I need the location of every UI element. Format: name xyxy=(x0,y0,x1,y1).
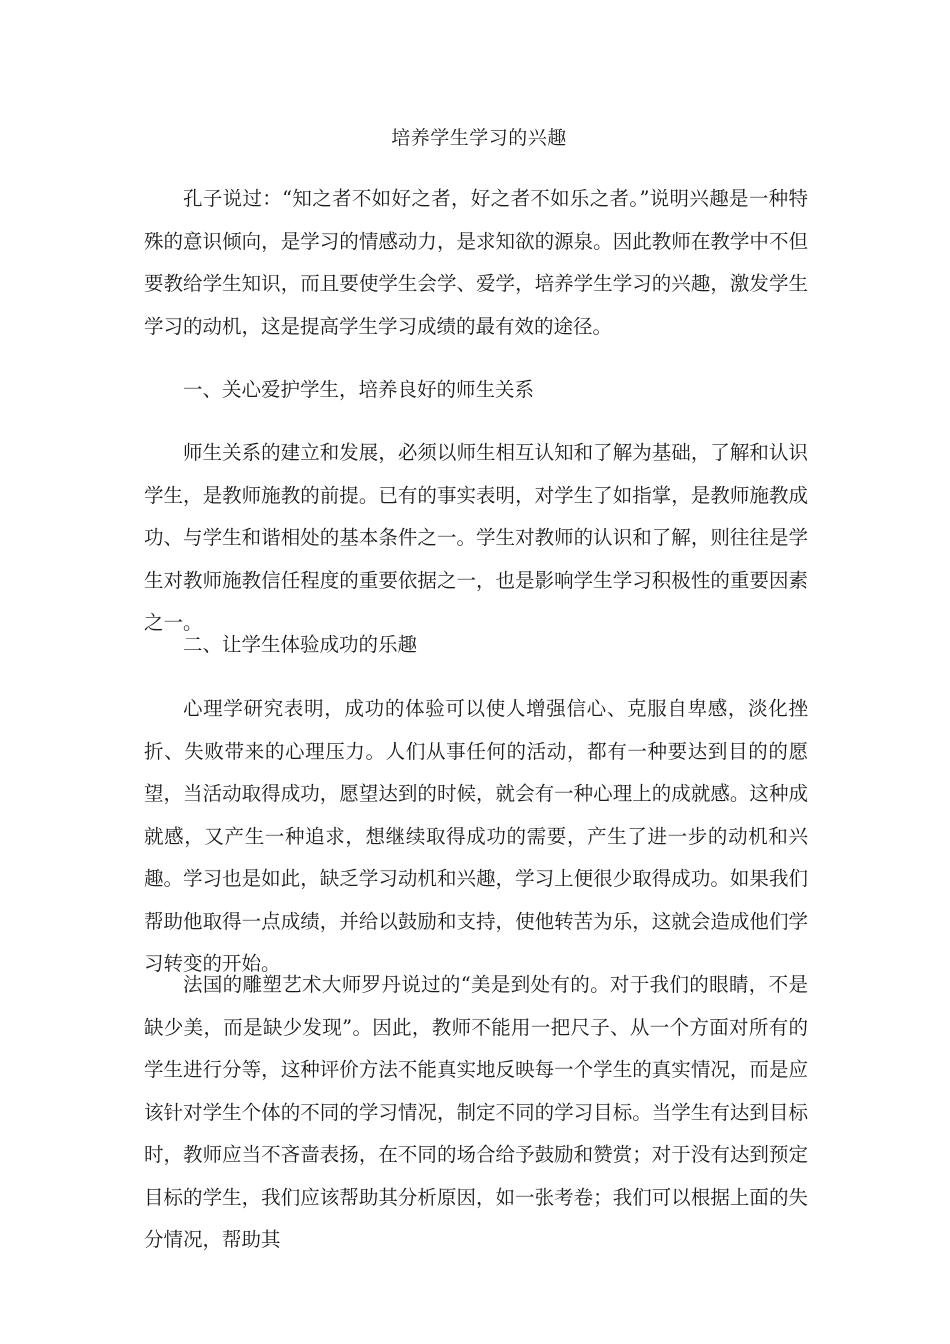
section-2-paragraph-1: 心理学研究表明，成功的体验可以使人增强信心、克服自卑感，淡化挫折、失败带来的心理压力。人们从事任何的活动，都有一种要达到目的的愿望，当活动取得成功，愿望达到的时候，就会有一种心理上的成就感。这种成就感，又产生一种追求，想继续取得成功的需要，产生了进一步的动机和兴趣。学习也是如此，缺乏学习动机和兴趣，学习上便很少取得成功。如果我们帮助他取得一点成绩，并给以鼓励和支持，使他转苦为乐，这就会造成他们学习转变的开始。 xyxy=(144,697,808,975)
section-heading-2: 二、让学生体验成功的乐趣 xyxy=(183,633,418,656)
section-1-paragraph: 师生关系的建立和发展，必须以师生相互认知和了解为基础，了解和认识学生，是教师施教的前提。已有的事实表明，对学生了如指掌，是教师施教成功、与学生和谐相处的基本条件之一。学生对教师的认识和了解，则往往是学生对教师施教信任程度的重要依据之一，也是影响学生学习积极性的重要因素之一。 xyxy=(144,441,808,634)
section-heading-1: 一、关心爱护学生，培养良好的师生关系 xyxy=(183,378,535,401)
section-2-paragraph-2: 法国的雕塑艺术大师罗丹说过的“美是到处有的。对于我们的眼睛，不是缺少美，而是缺少发现”。因此，教师不能用一把尺子、从一个方面对所有的学生进行分等，这种评价方法不能真实地反映每一个学生的真实情况，而是应该针对学生个体的不同的学习情况，制定不同的学习目标。当学生有达到目标时，教师应当不吝啬表扬，在不同的场合给予鼓励和赞赏；对于没有达到预定目标的学生，我们应该帮助其分析原因，如一张考卷；我们可以根据上面的失分情况，帮助其 xyxy=(144,973,808,1251)
document-title: 培养学生学习的兴趣 xyxy=(391,127,567,149)
intro-paragraph: 孔子说过：“知之者不如好之者，好之者不如乐之者。”说明兴趣是一种特殊的意识倾向，是学习的情感动力，是求知欲的源泉。因此教师在教学中不但要教给学生知识，而且要使学生会学、爱学，培养学生学习的兴趣，激发学生学习的动机，这是提高学生学习成绩的最有效的途径。 xyxy=(144,187,808,338)
